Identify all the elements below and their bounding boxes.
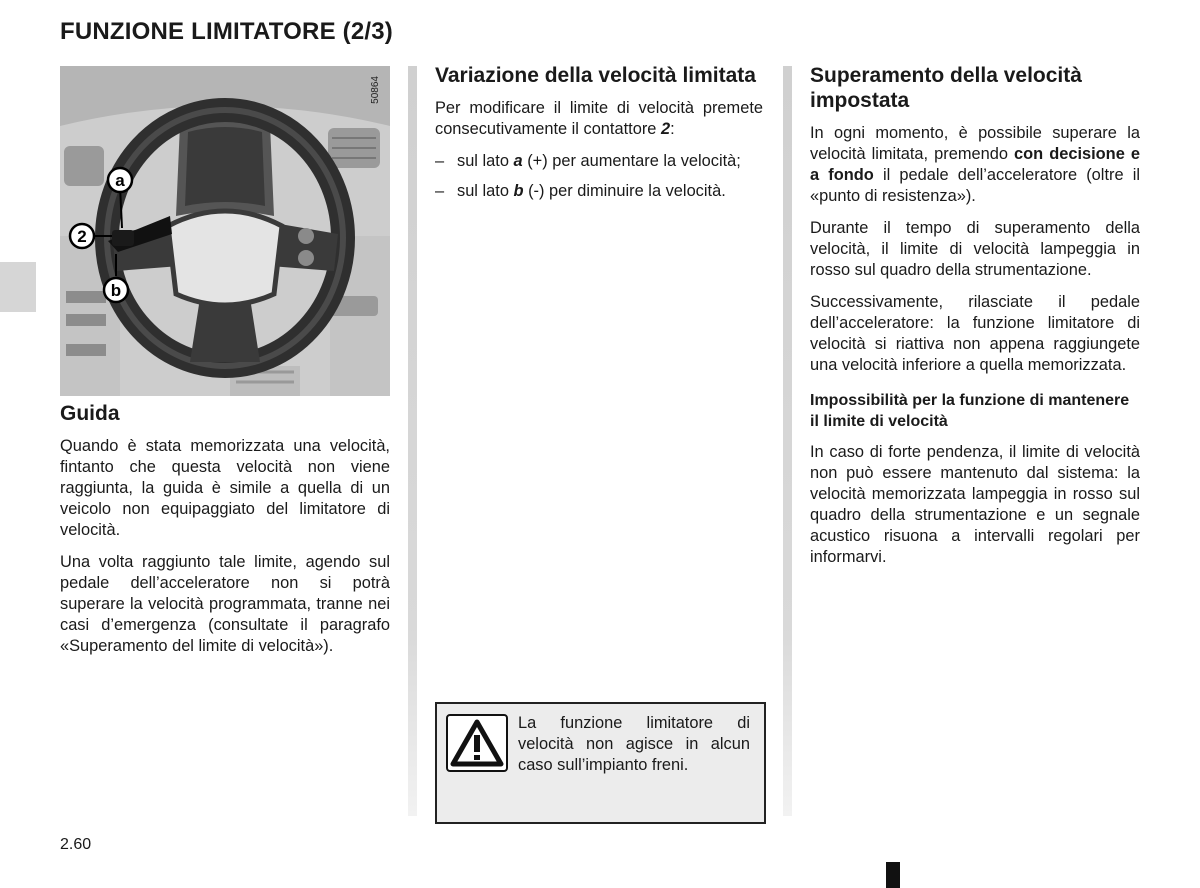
paragraph: In ogni momento, è possibile superare la velocità limitata, premendo con decisione e a fondo il pedale dell’acceleratore (oltre il «punto di resistenza»).: [810, 124, 1140, 205]
list-dash: –: [435, 182, 445, 200]
list-item: [435, 151, 763, 172]
paragraph-intro: [435, 98, 763, 140]
key-label-b: b: [513, 182, 524, 200]
column-divider: [783, 66, 792, 816]
list-text: (+) per aumentare la velocità;: [527, 152, 741, 170]
corner-marker: [886, 862, 900, 888]
page-number: 2.60: [60, 836, 92, 853]
warning-triangle-icon: [446, 714, 508, 772]
intro-colon: :: [670, 120, 675, 138]
section-heading-variazione: Variazione della velocità limitata: [435, 64, 756, 87]
paragraph: Una volta raggiunto tale limite, agendo sul pedale dell’acceleratore non si potrà superare la velocità programmata, tranne nei casi d’emergenza (consultate il paragrafo «Superamento del limite di velocità»).: [60, 553, 390, 655]
column-divider: [408, 66, 417, 816]
column-variazione: [435, 63, 763, 211]
section-heading-superamento: Superamento della velocità impostata: [810, 64, 1082, 112]
figure-code: 50864: [370, 76, 381, 104]
page-title: FUNZIONE LIMITATORE (2/3): [60, 18, 393, 45]
callout-a-label: a: [115, 171, 125, 190]
paragraph: Successivamente, rilasciate il pedale dell’acceleratore: la funzione limitatore di velocità si riattiva non appena raggiungete una velocità inferiore a quella memorizzata.: [810, 293, 1140, 374]
chapter-tab: [0, 262, 36, 312]
emphasis: con decisione e a fondo: [810, 145, 1140, 184]
key-label-a: a: [513, 152, 523, 170]
list-item: [435, 181, 763, 202]
callout-b-label: b: [110, 281, 122, 300]
column-superamento: [810, 63, 1140, 579]
intro-text: Per modificare il limite di velocità premete consecutivamente il contattore: [435, 99, 763, 138]
column-guida: [60, 401, 390, 668]
callout-2-label: 2: [77, 227, 87, 246]
list-text: sul lato: [457, 152, 509, 170]
paragraph: Quando è stata memorizzata una velocità, fintanto che questa velocità non viene raggiunta, la guida è simile a quella di un veicolo non equipaggiato del limitatore di velocità.: [60, 437, 390, 539]
paragraph: In caso di forte pendenza, il limite di velocità non può essere mantenuto dal sistema: la velocità memorizzata lampeggia in rosso sul quadro della strumentazione e un segnale acustico risuona a intervalli regolari per informarvi.: [810, 443, 1140, 566]
list-text: sul lato: [457, 182, 509, 200]
paragraph: Durante il tempo di superamento della velocità, il limite di velocità lampeggia in rosso sul quadro della strumentazione.: [810, 219, 1140, 279]
warning-text: La funzione limitatore di velocità non agisce in alcun caso sull’impianto freni.: [518, 714, 750, 774]
steering-wheel-illustration: [60, 66, 390, 396]
list-dash: –: [435, 152, 445, 170]
switch-number: 2: [660, 120, 671, 138]
list-text: (-) per diminuire la velocità.: [528, 182, 726, 200]
subheading: Impossibilità per la funzione di mantenere il limite di velocità: [810, 392, 1130, 430]
section-heading-guida: Guida: [60, 402, 120, 425]
